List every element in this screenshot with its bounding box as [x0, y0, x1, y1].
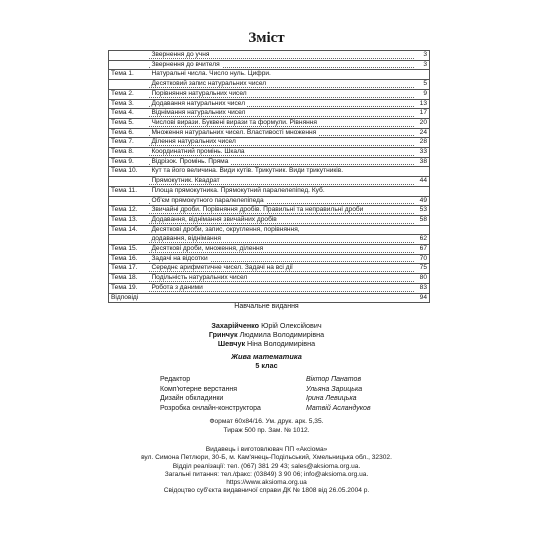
toc-topic-title — [149, 128, 413, 138]
author-surname: Захарійченко — [211, 321, 260, 330]
toc-topic-title — [149, 274, 413, 284]
toc-title-text: Середнє арифметичне чисел. Задачі на всі дії — [151, 264, 293, 272]
toc-topic-title — [149, 225, 413, 235]
dot-leader — [149, 116, 413, 117]
toc-row — [109, 177, 430, 187]
publisher-info — [0, 446, 533, 496]
author-surname: Шевчук — [217, 339, 246, 348]
publisher-line: Видавець і виготовлювач ПП «Аксіома» — [205, 446, 328, 453]
toc-row — [109, 60, 430, 70]
toc-page-number: 13 — [414, 99, 430, 109]
toc-page-number: 83 — [414, 283, 430, 293]
toc-page-number: 80 — [414, 274, 430, 284]
toc-topic-title — [149, 215, 413, 225]
toc-title-text: Звернення до вчителя — [151, 60, 220, 68]
toc-topic-number: Тема 9. — [109, 157, 150, 167]
toc-row — [109, 245, 430, 255]
toc-topic-title — [149, 70, 413, 80]
author-given: Юрій Олексійович — [261, 321, 322, 330]
toc-title-text: Числові вирази. Буквені вирази та формули. Рівняння — [151, 118, 317, 126]
dot-leader — [149, 242, 413, 243]
toc-topic-title — [149, 245, 413, 255]
toc-title-text: Натуральні числа. Число нуль. Цифри. — [151, 70, 271, 78]
toc-topic-title — [149, 157, 413, 167]
toc-row — [109, 167, 430, 177]
toc-row — [109, 99, 430, 109]
toc-page-number — [414, 186, 430, 196]
author-given: Ніна Володимирівна — [247, 339, 316, 348]
toc-page-number — [414, 225, 430, 235]
toc-row — [109, 89, 430, 99]
toc-row — [109, 274, 430, 284]
credit-role: Дизайн обкладинки — [160, 395, 224, 402]
toc-row — [109, 264, 430, 274]
toc-topic-number: Тема 17. — [109, 264, 150, 274]
toc-title-text — [151, 294, 153, 301]
author-line — [0, 321, 533, 330]
table-of-contents — [108, 50, 430, 303]
toc-topic-number: Тема 5. — [109, 118, 150, 128]
toc-topic-number — [109, 235, 150, 245]
toc-title-text: Додавання, віднімання звичайних дробів — [151, 215, 277, 223]
toc-row — [109, 51, 430, 61]
toc-row — [109, 225, 430, 235]
toc-topic-number: Тема 18. — [109, 274, 150, 284]
toc-page-number: 33 — [414, 148, 430, 158]
toc-topic-title — [149, 235, 413, 245]
toc-row — [109, 138, 430, 148]
toc-topic-number: Тема 8. — [109, 148, 150, 158]
imprint-block — [0, 302, 533, 370]
toc-topic-title — [149, 60, 413, 70]
toc-topic-title — [149, 99, 413, 109]
book-title: Жива математика — [231, 352, 302, 361]
toc-page-number: 67 — [414, 245, 430, 255]
author-surname: Гринчук — [208, 330, 238, 339]
toc-title-text: Десятковий запис натуральних чисел — [151, 80, 267, 88]
publisher-contacts: Загальні питання: тел./факс: (03849) 3 90 06; info@aksioma.org.ua. — [164, 470, 369, 478]
toc-row — [109, 109, 430, 119]
publisher-sales: Відділ реалізації: тел. (067) 381 29 43; sales@aksioma.org.ua. — [172, 462, 361, 470]
author-line — [0, 330, 533, 339]
credit-name: Матвій Асландуков — [306, 404, 371, 412]
toc-page-number: 38 — [414, 157, 430, 167]
toc-topic-title — [149, 80, 413, 90]
toc-topic-number: Тема 2. — [109, 89, 150, 99]
toc-title-text: Відрізок. Промінь. Пряма — [151, 157, 229, 165]
toc-topic-number: Тема 19. — [109, 283, 150, 293]
credit-row — [160, 404, 410, 414]
credit-role: Розробка онлайн-конструктора — [160, 404, 261, 412]
author-given: Людмила Володимирівна — [239, 330, 325, 339]
credits-list — [160, 375, 410, 413]
toc-row — [109, 157, 430, 167]
toc-topic-number: Тема 3. — [109, 99, 150, 109]
credit-name: Віктор Панатов — [306, 376, 362, 383]
toc-title-text: Віднімання натуральних чисел — [151, 109, 246, 117]
toc-topic-number — [109, 60, 150, 70]
credit-name: Ірина Левицька — [306, 395, 357, 402]
toc-title-text: Площа прямокутника. Прямокутний паралелепіпед. Куб. — [151, 186, 325, 194]
toc-topic-number: Тема 13. — [109, 215, 150, 225]
toc-topic-title — [149, 138, 413, 148]
publisher-address: вул. Симона Петлюри, 30-Б, м. Кам'янець-Подільський, Хмельницька обл., 32302. — [141, 454, 392, 462]
toc-row — [109, 196, 430, 206]
toc-topic-number: Тема 16. — [109, 254, 150, 264]
toc-title-text: Ділення натуральних чисел — [151, 138, 236, 146]
toc-page-number: 70 — [414, 254, 430, 264]
toc-row — [109, 70, 430, 80]
publisher-certificate: Свідоцтво суб'єкта видавничої справи ДК № 1808 від 26.05.2004 р. — [163, 487, 370, 495]
toc-page-number: 58 — [414, 215, 430, 225]
print-run-line: Тираж 500 пр. Зам. № 1012. — [223, 426, 310, 434]
page-title: Зміст — [248, 30, 285, 46]
toc-topic-title — [149, 177, 413, 187]
toc-title-text: Десяткові дроби, запис, округлення, порівняння, — [151, 225, 300, 233]
toc-topic-number: Тема 15. — [109, 245, 150, 255]
toc-topic-number — [109, 80, 150, 90]
toc-topic-number — [109, 196, 150, 206]
toc-title-text: Робота з даними — [151, 283, 203, 291]
toc-topic-title — [149, 264, 413, 274]
toc-topic-title — [149, 89, 413, 99]
toc-page-number: 3 — [414, 51, 430, 61]
toc-title-text: Координатний промінь. Шкала — [151, 148, 245, 156]
toc-row — [109, 80, 430, 90]
credit-role: Комп'ютерне верстання — [160, 385, 238, 393]
credit-name: Ульяна Зарицька — [306, 385, 363, 393]
toc-page-number: 94 — [414, 293, 430, 303]
toc-topic-title — [149, 148, 413, 158]
toc-topic-title — [149, 51, 413, 61]
toc-topic-title — [149, 186, 413, 196]
toc-title-text: Десяткові дроби, множення, ділення — [151, 245, 264, 253]
toc-page-number: 49 — [414, 196, 430, 206]
toc-row — [109, 128, 430, 138]
toc-topic-number: Тема 10. — [109, 167, 150, 177]
toc-topic-number — [109, 51, 150, 61]
dot-leader — [149, 145, 413, 146]
toc-title-text: Звичайні дроби. Порівняння дробів. Правильні та неправильні дроби — [151, 206, 364, 214]
toc-title-text: Порівняння натуральних чисел — [151, 89, 247, 97]
toc-page-number: 28 — [414, 138, 430, 148]
toc-page-number: 3 — [414, 60, 430, 70]
toc-title-text: Додавання натуральних чисел — [151, 99, 246, 107]
toc-topic-number: Тема 7. — [109, 138, 150, 148]
toc-topic-number: Тема 11. — [109, 186, 150, 196]
toc-topic-number: Відповіді — [109, 293, 150, 303]
toc-page-number: 20 — [414, 118, 430, 128]
toc-topic-title — [149, 196, 413, 206]
toc-row — [109, 118, 430, 128]
toc-topic-number: Тема 12. — [109, 206, 150, 216]
toc-row — [109, 206, 430, 216]
toc-row — [109, 186, 430, 196]
toc-topic-title — [149, 254, 413, 264]
toc-page-number: 9 — [414, 89, 430, 99]
toc-topic-title — [149, 118, 413, 128]
toc-title-text: Множення натуральних чисел. Властивості множення — [151, 128, 317, 136]
format-info — [0, 418, 533, 435]
author-line — [0, 339, 533, 348]
toc-page-number: 5 — [414, 80, 430, 90]
book-grade: 5 клас — [255, 361, 278, 370]
toc-topic-title — [149, 283, 413, 293]
toc-topic-title — [149, 167, 413, 177]
toc-topic-title — [149, 206, 413, 216]
toc-title-text: Звернення до учня — [151, 51, 210, 58]
toc-topic-title — [149, 109, 413, 119]
dot-leader — [149, 213, 413, 214]
toc-topic-number: Тема 1. — [109, 70, 150, 80]
toc-row — [109, 215, 430, 225]
credit-role: Редактор — [160, 376, 191, 383]
toc-title-text: додавання, віднімання — [151, 235, 221, 243]
toc-page-number — [414, 167, 430, 177]
dot-leader — [149, 281, 413, 282]
toc-page-number: 53 — [414, 206, 430, 216]
toc-title-text: Прямокутник. Квадрат — [151, 177, 220, 185]
toc-page-number: 24 — [414, 128, 430, 138]
toc-page-number: 75 — [414, 264, 430, 274]
toc-page-number: 44 — [414, 177, 430, 187]
toc-topic-number — [109, 177, 150, 187]
toc-title-text: Задачі на відсотки — [151, 254, 208, 262]
toc-row — [109, 148, 430, 158]
toc-body — [109, 51, 430, 303]
publisher-website: https://www.aksioma.org.ua — [226, 479, 307, 487]
toc-row — [109, 283, 430, 293]
edition-type: Навчальне видання — [234, 303, 299, 310]
toc-row — [109, 235, 430, 245]
credit-row — [160, 375, 410, 385]
credit-row — [160, 394, 410, 404]
toc-row — [109, 254, 430, 264]
dot-leader — [149, 271, 413, 272]
toc-page-number: 62 — [414, 235, 430, 245]
toc-topic-number: Тема 14. — [109, 225, 150, 235]
toc-page-number — [414, 70, 430, 80]
toc-title-text: Подільність натуральних чисел — [151, 274, 248, 282]
credit-row — [160, 385, 410, 395]
format-line: Формат 60х84/16. Ум. друк. арк. 5,35. — [209, 418, 324, 425]
toc-topic-number: Тема 6. — [109, 128, 150, 138]
toc-page-number: 17 — [414, 109, 430, 119]
toc-title-text: Об'єм прямокутного паралелепіпеда — [151, 196, 264, 204]
toc-title-text: Кут та його величина. Види кутів. Трикутник. Види трикутників. — [151, 167, 344, 175]
toc-topic-number: Тема 4. — [109, 109, 150, 119]
